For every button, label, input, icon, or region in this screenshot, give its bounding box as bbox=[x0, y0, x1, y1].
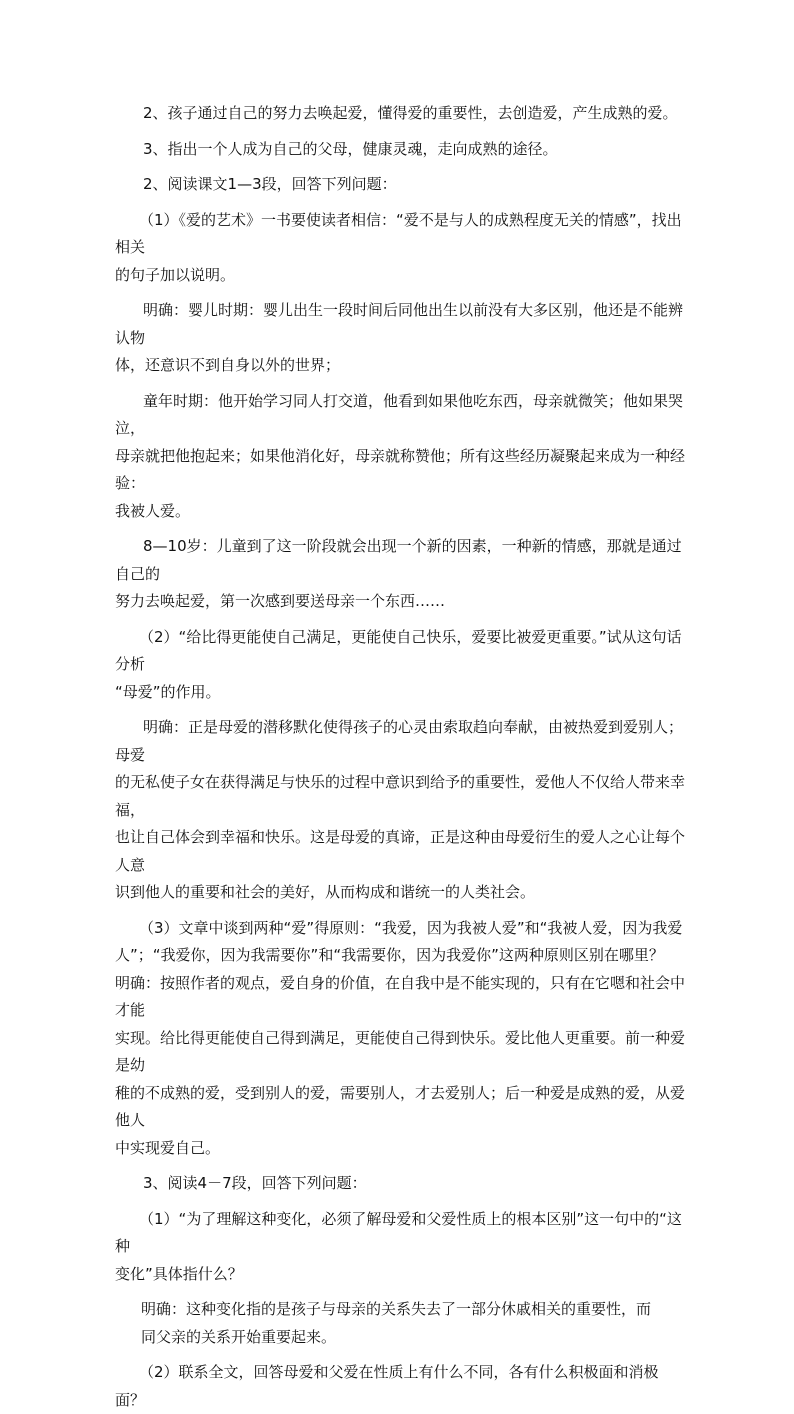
paragraph-line: （1）《爱的艺术》一书要使读者相信：“爱不是与人的成熟程度无关的情感”，找出相关 bbox=[115, 210, 682, 256]
paragraph-line: 识到他人的重要和社会的美好，从而构成和谐统一的人类社会。 bbox=[115, 883, 536, 901]
paragraph-line: （2）“给比得更能使自己满足，更能使自己快乐，爱要比被爱更重要。”试从这句话分析 bbox=[115, 627, 682, 673]
paragraph-line: 童年时期：他开始学习同人打交道，他看到如果他吃东西，母亲就微笑；他如果哭泣， bbox=[115, 391, 684, 437]
paragraph-line: 也让自己体会到幸福和快乐。这是母爱的真谛，正是这种由母爱衍生的爱人之心让每个人意 bbox=[115, 828, 686, 874]
paragraph-line: 人”；“我爱你，因为我需要你”和“我需要你，因为我爱你”这两种原则区别在哪里？ bbox=[115, 946, 664, 964]
paragraph-line: 明确：这种变化指的是孩子与母亲的关系失去了一部分休戚相关的重要性，而 bbox=[141, 1300, 652, 1318]
paragraph-line: 的句子加以说明。 bbox=[115, 265, 236, 284]
paragraph-line: “母爱”的作用。 bbox=[115, 682, 221, 701]
paragraph-line: （1）“为了理解这种变化，必须了解母爱和父爱性质上的根本区别”这一句中的“这种 bbox=[115, 1209, 682, 1255]
document-body bbox=[115, 100, 685, 1414]
paragraph-line: 8—10岁：儿童到了这一阶段就会出现一个新的因素，一种新的情感，那就是通过自己的 bbox=[115, 537, 682, 583]
paragraph-line: 2、孩子通过自己的努力去唤起爱，懂得爱的重要性，去创造爱，产生成熟的爱。 bbox=[143, 104, 678, 122]
paragraph-line: 变化”具体指什么？ bbox=[115, 1264, 243, 1283]
paragraph-line: （2）联系全文，回答母爱和父爱在性质上有什么不同，各有什么积极面和消极面？ bbox=[115, 1363, 659, 1409]
paragraph-line: 同父亲的关系开始重要起来。 bbox=[141, 1327, 337, 1346]
paragraph-line: 明确：按照作者的观点，爱自身的价值，在自我中是不能实现的，只有在它嗯和社会中才能 bbox=[115, 973, 686, 1019]
paragraph-line: 稚的不成熟的爱，受到别人的爱，需要别人，才去爱别人；后一种爱是成熟的爱，从爱他人 bbox=[115, 1083, 686, 1129]
paragraph-line: 明确：婴儿时期：婴儿出生一段时间后同他出生以前没有大多区别，他还是不能辨认物 bbox=[115, 301, 684, 347]
paragraph-line: （3）文章中谈到两种“爱”得原则：“我爱，因为我被人爱”和“我被人爱，因为我爱 bbox=[139, 918, 683, 937]
paragraph-line: 明确：正是母爱的潜移默化使得孩子的心灵由索取趋向奉献，由被热爱到爱别人；母爱 bbox=[115, 718, 684, 764]
paragraph-line: 努力去唤起爱，第一次感到要送母亲一个东西…… bbox=[115, 592, 446, 610]
paragraph-line: 的无私使子女在获得满足与快乐的过程中意识到给予的重要性，爱他人不仅给人带来幸福， bbox=[115, 773, 686, 819]
paragraph-line: 实现。给比得更能使自己得到满足，更能使自己得到快乐。爱比他人更重要。前一种爱是幼 bbox=[115, 1028, 686, 1074]
paragraph-line: 我被人爱。 bbox=[115, 501, 191, 520]
paragraph-line: 2、阅读课文1—3段，回答下列问题： bbox=[143, 175, 397, 193]
paragraph-line: 母亲就把他抱起来；如果他消化好，母亲就称赞他；所有这些经历凝聚起来成为一种经验： bbox=[115, 446, 686, 492]
paragraph-line: 3、阅读4－7段，回答下列问题： bbox=[143, 1174, 367, 1192]
paragraph-line: 中实现爱自己。 bbox=[115, 1138, 221, 1157]
paragraph-line: 3、指出一个人成为自己的父母，健康灵魂，走向成熟的途径。 bbox=[143, 139, 558, 158]
paragraph-line: 体，还意识不到自身以外的世界； bbox=[115, 356, 341, 374]
